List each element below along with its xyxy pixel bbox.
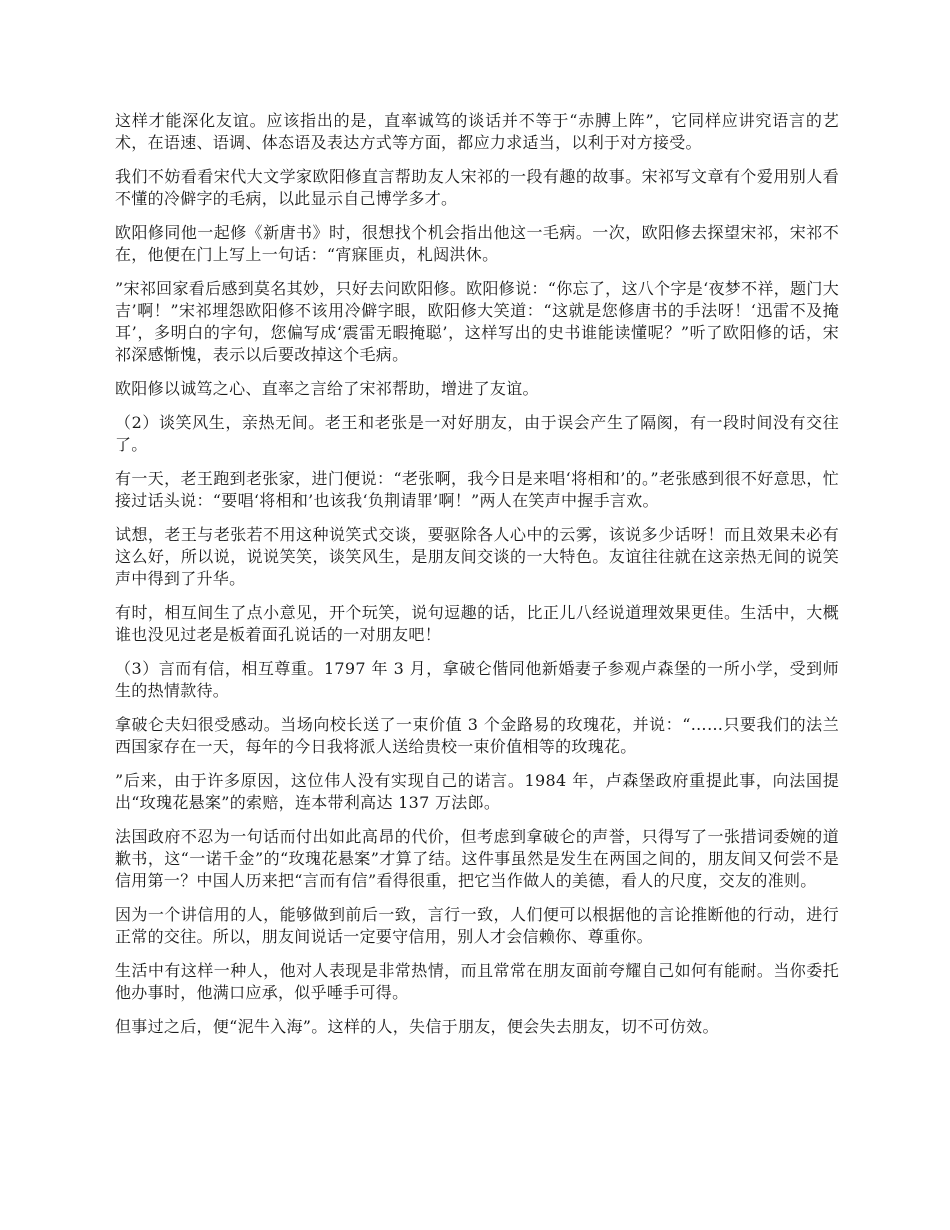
- paragraph-5: 欧阳修以诚笃之心、直率之言给了宋祁帮助，增进了友谊。: [115, 379, 539, 398]
- paragraph-8: 试想，老王与老张若不用这种说笑式交谈，要驱除各人心中的云雾，该说多少话呀！而且效果未必有这么好，所以说，说说笑笑，谈笑风生，是朋友间交谈的一大特色。友谊往往就在这亲热无间的说笑声中得到了升华。: [115, 525, 839, 588]
- paragraph-12: ”后来，由于许多原因，这位伟人没有实现自己的诺言。1984 年，卢森堡政府重提此事，向法国提出“玫瑰花悬案”的索赔，连本带利高达 137 万法郎。: [115, 771, 839, 812]
- paragraph-1: 这样才能深化友谊。应该指出的是，直率诚笃的谈话并不等于“赤膊上阵”，它同样应讲究语言的艺术，在语速、语调、体态语及表达方式等方面，都应力求适当，以利于对方接受。: [115, 111, 839, 152]
- paragraph-6: （2）谈笑风生，亲热无间。老王和老张是一对好朋友，由于误会产生了隔阂，有一段时间没有交往了。: [115, 413, 839, 454]
- paragraph-4: ”宋祁回家看后感到莫名其妙，只好去问欧阳修。欧阳修说：“你忘了，这八个字是‘夜梦不祥，题门大吉’啊！”宋祁埋怨欧阳修不该用冷僻字眼，欧阳修大笑道：“这就是您修唐书的手法呀！‘迅雷不及掩耳’，多明白的字句，您偏写成‘震雷无暇掩聪’，这样写出的史书谁能读懂呢？”听了欧阳修的话，宋祁深感惭愧，表示以后要改掉这个毛病。: [115, 279, 839, 364]
- paragraph-3: 欧阳修同他一起修《新唐书》时，很想找个机会指出他这一毛病。一次，欧阳修去探望宋祁，宋祁不在，他便在门上写上一句话：“宵寐匪贞，札闼洪休。: [115, 223, 839, 264]
- paragraph-11: 拿破仑夫妇很受感动。当场向校长送了一束价值 3 个金路易的玫瑰花，并说：“……只要我们的法兰西国家存在一天，每年的今日我将派人送给贵校一束价值相等的玫瑰花。: [115, 715, 839, 756]
- paragraph-16: 但事过之后，便“泥牛入海”。这样的人，失信于朋友，便会失去朋友，切不可仿效。: [115, 1017, 719, 1036]
- paragraph-9: 有时，相互间生了点小意见，开个玩笑，说句逗趣的话，比正儿八经说道理效果更佳。生活中，大概谁也没见过老是板着面孔说话的一对朋友吧！: [115, 603, 839, 644]
- paragraph-13: 法国政府不忍为一句话而付出如此高昂的代价，但考虑到拿破仑的声誉，只得写了一张措词委婉的道歉书，这“一诺千金”的“玫瑰花悬案”才算了结。这件事虽然是发生在两国之间的，朋友间又何尝不是信用第一？中国人历来把“言而有信”看得很重，把它当作做人的美德，看人的尺度，交友的准则。: [115, 827, 839, 890]
- paragraph-10: （3）言而有信，相互尊重。1797 年 3 月，拿破仑偕同他新婚妻子参观卢森堡的一所小学，受到师生的热情款待。: [115, 659, 839, 700]
- paragraph-15: 生活中有这样一种人，他对人表现是非常热情，而且常常在朋友面前夸耀自己如何有能耐。当你委托他办事时，他满口应承，似乎唾手可得。: [115, 961, 839, 1002]
- document-body: [115, 110, 839, 1050]
- paragraph-14: 因为一个讲信用的人，能够做到前后一致，言行一致，人们便可以根据他的言论推断他的行动，进行正常的交往。所以，朋友间说话一定要守信用，别人才会信赖你、尊重你。: [115, 905, 839, 946]
- paragraph-7: 有一天，老王跑到老张家，进门便说：“老张啊，我今日是来唱‘将相和’的。”老张感到很不好意思，忙接过话头说：“要唱‘将相和’也该我‘负荆请罪’啊！”两人在笑声中握手言欢。: [115, 469, 839, 510]
- paragraph-2: 我们不妨看看宋代大文学家欧阳修直言帮助友人宋祁的一段有趣的故事。宋祁写文章有个爱用别人看不懂的冷僻字的毛病，以此显示自己博学多才。: [115, 167, 839, 208]
